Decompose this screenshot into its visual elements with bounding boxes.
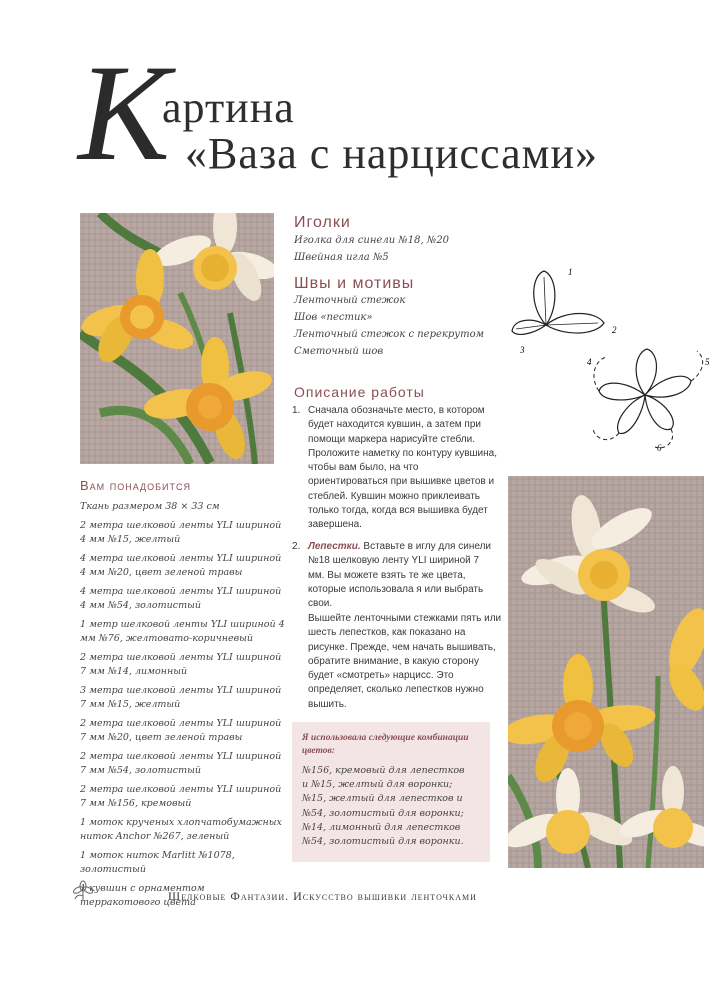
list-item: №54, золотистый для воронки; — [302, 807, 464, 819]
list-item: Швейная игла №5 — [294, 252, 389, 263]
title-line-1: артина — [162, 83, 295, 132]
list-item: 2 метра шелковой ленты YLI шириной 7 мм №54, золотистый — [80, 750, 282, 776]
list-item: 1 кувшин с орнаментом терракотового цвета — [80, 882, 205, 908]
list-item: Сметочный шов — [294, 346, 384, 357]
three-petal-diagram — [508, 265, 628, 355]
diagram-label: 1 — [568, 267, 573, 277]
title-line-2: «Ваза с нарциссами» — [185, 129, 599, 178]
list-item: и №15, желтый для воронки; — [302, 779, 453, 791]
flower-logo-icon — [72, 880, 94, 902]
step-body: Вставьте в иглу для синели №18 шелковую ленту YLI шириной 7 мм. Вы можете взять те же цвета, которые использовала я или выбрать свои. — [308, 541, 492, 610]
diagram-label: 3 — [520, 345, 525, 355]
list-item: 2 метра шелковой ленты YLI шириной 7 мм №14, лимонный — [80, 651, 282, 677]
list-item: 2 метра шелковой ленты YLI шириной 4 мм №15, желтый — [80, 519, 282, 545]
daffodil-photo-right — [508, 476, 704, 868]
stitches-heading: Швы и мотивы — [294, 275, 415, 292]
step-text — [308, 540, 498, 611]
description-heading: Описание работы — [294, 384, 425, 400]
list-item: №15, желтый для лепестков и — [302, 793, 463, 805]
list-item: 1 метр шелковой ленты YLI шириной 4 мм №76, желтовато-коричневый — [80, 618, 285, 644]
list-item: 4 метра шелковой ленты YLI шириной 4 мм №20, цвет зеленой травы — [80, 552, 282, 578]
step-number: 2. — [292, 541, 301, 552]
requirements-list — [80, 500, 286, 915]
diagram-label: 4 — [587, 357, 592, 367]
list-item: 4 метра шелковой ленты YLI шириной 4 мм №54, золотистый — [80, 585, 282, 611]
color-combinations-box — [292, 722, 490, 862]
needles-heading: Иголки — [294, 214, 351, 231]
list-item: 3 метра шелковой ленты YLI шириной 7 мм №15, желтый — [80, 684, 282, 710]
list-item: №14, лимонный для лепестков — [302, 821, 461, 833]
list-item: Ткань размером 38 × 33 см — [80, 501, 220, 512]
footer-book-title: Шелковые Фантазии. Искусство вышивки ленточками — [168, 889, 477, 903]
combinations-heading: Я использовала следующие комбинации цветов: — [302, 733, 469, 756]
step-1 — [292, 404, 502, 533]
diagram-label: 5 — [705, 357, 710, 367]
list-item: Шов «пестик» — [294, 312, 373, 323]
step-text: Сначала обозначьте место, в котором будет находится кувшин, а затем при помощи маркера нарисуйте стебли. Проложите наметку по контуру кувшина, чтобы вам было, на что ориентироваться при вышивке цветов и стеблей. Кувшин можно приклеивать только тогда, когда вся вышивка будет завершена. — [308, 405, 498, 531]
step-2-continued: Вышейте ленточными стежками пять или шесть лепестков, как показано на рисунке. Прежде, чем начать вышивать, обратите внимание, в какую сторону будет «смотреть» нарцисс. Это определяет, сколько лепестков нужно вышить. — [308, 613, 502, 710]
combinations-list — [302, 764, 487, 849]
title-initial: К — [78, 36, 170, 189]
daffodil-photo-top — [80, 213, 274, 464]
step-number: 1. — [292, 405, 301, 416]
list-item: Ленточный стежок с перекрутом — [294, 329, 484, 340]
list-item: 2 метра шелковой ленты YLI шириной 7 мм №20, цвет зеленой травы — [80, 717, 282, 743]
step-lead: Лепестки. — [308, 541, 361, 552]
stitches-list — [294, 292, 484, 360]
list-item: Ленточный стежок — [294, 295, 406, 306]
daffodil-embroidery-image — [508, 476, 704, 868]
five-petal-diagram — [585, 347, 715, 453]
needles-list — [294, 232, 449, 266]
diagram-label: 2 — [612, 325, 617, 335]
requirements-heading: Вам понадобится — [80, 478, 192, 493]
list-item: 1 моток крученых хлопчатобумажных ниток Anchor №267, зеленый — [80, 816, 282, 842]
diagram-label: 6 — [657, 443, 662, 453]
list-item: 1 моток ниток Marlitt №1078, золотистый — [80, 849, 235, 875]
daffodil-embroidery-image — [80, 213, 274, 464]
list-item: Иголка для синели №18, №20 — [294, 235, 450, 246]
list-item: №156, кремовый для лепестков — [302, 765, 465, 776]
list-item: 2 метра шелковой ленты YLI шириной 7 мм №156, кремовый — [80, 783, 282, 809]
step-2 — [292, 540, 502, 611]
list-item: №54, золотистый для воронки. — [302, 836, 464, 848]
